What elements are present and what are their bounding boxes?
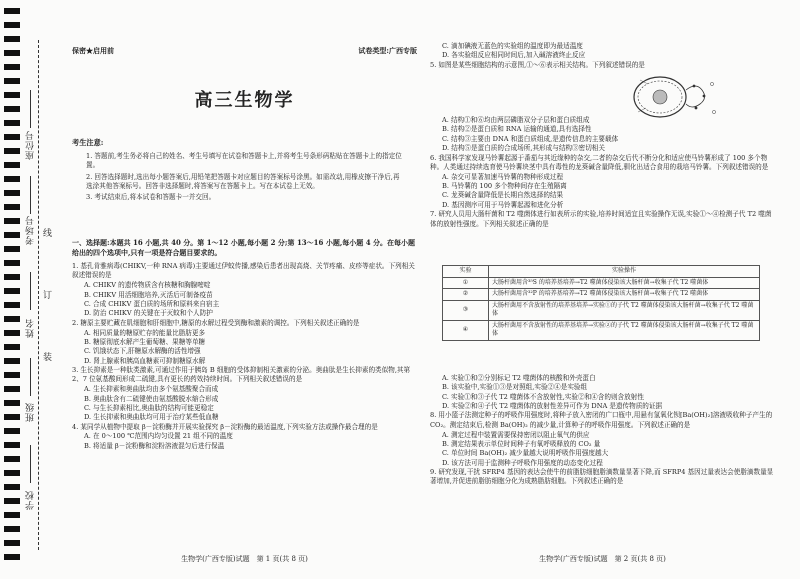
- table-cell-id: ②: [443, 289, 489, 301]
- nucleolus: [653, 90, 667, 104]
- binding-label-room: 考场号: [26, 215, 36, 245]
- binding-stripe: [4, 176, 20, 182]
- table-row: [443, 277, 760, 289]
- table-cell-text: 大肠杆菌用含³²P 的培养基培养→T2 噬菌体侵染该大肠杆菌→收集子代 T2 噬菌体: [489, 289, 760, 301]
- binding-stripe: [4, 246, 20, 252]
- question-option: A. 相同质量的糖原贮存的能量比脂肪更多: [84, 328, 206, 337]
- binding-stripe: [4, 372, 20, 378]
- question-option: B. 糖原彻底水解产生葡萄糖、果糖等单糖: [84, 337, 206, 346]
- label-circle: [710, 82, 713, 85]
- binding-stripe: [4, 120, 20, 126]
- page-footer-2: 生物学(广西专版)试题 第 2 页(共 8 页): [539, 555, 666, 563]
- experiment-table: [442, 265, 760, 341]
- binding-stripe: [4, 36, 20, 42]
- binding-label-seat: 座位号: [26, 130, 36, 160]
- question-list-right: [430, 42, 775, 229]
- page-header: [72, 46, 417, 56]
- binding-label-name: 姓名: [26, 318, 36, 338]
- binding-stripe: [4, 442, 20, 448]
- question-option: C. 单位时间 Ba(OH)₂ 减少量越大说明呼吸作用强度越大: [442, 449, 609, 458]
- question-option: A. 结构①和⑥均由两层磷脂双分子层和蛋白质组成: [442, 116, 590, 125]
- cut-line: [38, 40, 39, 550]
- binding-blank: [30, 358, 31, 396]
- binding-label-school: 学校: [26, 490, 36, 510]
- question-option: B. 测定结果表示单位时间种子有氧呼吸释放的 CO₂ 量: [442, 440, 601, 449]
- binding-mark-staple: 订: [41, 290, 51, 299]
- question-stem: 9. 研究发现,干扰 SFRP4 基因的表达会使牛的前脂肪细胞脂滴数量显著下降,而 SFRP4 基因过量表达会使脂滴数量显著增加,并促进前脂肪细胞分化为成熟脂肪细胞。下列叙述正确的是: [430, 468, 774, 486]
- table-cell-id: ④: [443, 320, 489, 340]
- binding-stripe: [4, 50, 20, 56]
- question-stem: 1. 基孔肯雅病毒(CHIKV,一种 RNA 病毒)主要通过伊蚊传播,感染后患者出现高烧、关节疼痛、皮疹等症状。下列相关叙述错误的是: [72, 262, 415, 280]
- notice-item: 1. 答题前,考生务必将自己的姓名、考生号填写在试卷和答题卡上,并将考生号条形码粘贴在答题卡上的指定位置。: [86, 152, 402, 170]
- binding-stripe: [4, 92, 20, 98]
- binding-stripe: [4, 512, 20, 518]
- question-stem: 5. 如图是某些细胞结构的示意图,①～⑥表示相关结构。下列叙述错误的是: [430, 60, 645, 69]
- question-option: C. 与生长抑素相比,奥曲肽的结构可能更稳定: [84, 403, 214, 412]
- binding-stripe: [4, 470, 20, 476]
- ribosome: [703, 95, 706, 98]
- ribosome: [693, 85, 696, 88]
- binding-stripe: [4, 400, 20, 406]
- notice-item: 3. 考试结束后,将本试卷和答题卡一并交回。: [86, 193, 216, 202]
- table-cell-id: ③: [443, 300, 489, 320]
- version-label: 试卷类型:广西专版: [358, 46, 417, 55]
- section-title: 一、选择题:本题共 16 小题,共 40 分。第 1～12 小题,每小题 2 分;第 13～16 小题,每小题 4 分。在每小题给出的四个选项中,只有一项是符合题目要求的。: [72, 238, 416, 257]
- question-option: D. 各实验组反应相同时间后,加入碱溶液终止反应: [442, 51, 586, 60]
- binding-stripe: [4, 22, 20, 28]
- exam-title: 高三生物学: [194, 90, 295, 111]
- question-option: B. 该实验中,实验①③是对照组,实验②④是实验组: [442, 383, 588, 392]
- question-option: B. 将适量 β－淀粉酶和淀粉溶液混匀后进行保温: [84, 441, 225, 450]
- binding-stripe: [4, 64, 20, 70]
- table-wrap: [430, 265, 775, 341]
- table-row: [443, 320, 760, 340]
- binding-mark-line: 线: [41, 228, 51, 237]
- binding-stripe: [4, 330, 20, 336]
- binding-stripe: [4, 344, 20, 350]
- binding-stripe: [4, 260, 20, 266]
- binding-blank: [30, 445, 31, 483]
- question-option: D. 生长抑素和奥曲肽均可用于治疗某些低血糖: [84, 413, 219, 422]
- question-option: A. 实验①和②分别标记 T2 噬菌体的核酸和外壳蛋白: [442, 374, 596, 382]
- table-header-op: 实验操作: [489, 266, 760, 278]
- table-row: [443, 300, 760, 320]
- question-option: A. 在 0～100 ℃范围内均匀设置 21 组不同的温度: [84, 432, 233, 441]
- question-list-right-2: [430, 374, 775, 487]
- binding-stripe: [4, 190, 20, 196]
- binding-stripe: [4, 78, 20, 84]
- question-option: B. 马铃薯的 100 多个物种间存在生殖隔离: [442, 182, 567, 191]
- notice-item: 2. 回答选择题时,选出每小题答案后,用铅笔把答题卡对应题目的答案标号涂黑。如需改动,用橡皮擦干净后,再选涂其他答案标号。回答非选择题时,将答案写在答题卡上。写在本试卷上无效。: [86, 172, 400, 191]
- binding-stripe: [4, 302, 20, 308]
- question-option: B. CHIKV 用活细胞培养,灭活后可制备疫苗: [84, 290, 213, 299]
- binding-stripe: [4, 148, 20, 154]
- binding-stripe: [4, 316, 20, 322]
- table-row: [443, 289, 760, 301]
- question-list-left: [72, 262, 417, 451]
- binding-blank: [30, 90, 31, 128]
- table-cell-text: 大肠杆菌用含³⁵S 的培养基培养→T2 噬菌体侵染该大肠杆菌→收集子代 T2 噬菌体: [489, 277, 760, 289]
- binding-label-class: 班级: [26, 402, 36, 422]
- question-option: A. 生长抑素和奥曲肽均由多个氨基酸聚合而成: [84, 385, 219, 394]
- binding-stripe: [4, 288, 20, 294]
- question-option: A. 测定过程中装置需要保持密闭以阻止氧气的供应: [442, 430, 590, 439]
- question-stem: 7. 研究人员用大肠杆菌和 T2 噬菌体进行如表所示的实验,培养时间适宜且实验操作无误,实验①～④检测子代 T2 噬菌体的放射性强度。下列相关叙述正确的是: [430, 210, 772, 228]
- binding-stripe: [4, 540, 20, 546]
- binding-stripe: [4, 162, 20, 168]
- binding-stripe: [4, 386, 20, 392]
- question-option: C. 实验①和③子代 T2 噬菌体不含放射性,实验②和④含的则含放射性: [442, 392, 644, 401]
- notice-list: [86, 152, 406, 205]
- question-option: C. 结构③主要由 DNA 和蛋白质组成,是遗传信息的主要载体: [442, 134, 619, 143]
- binding-stripe: [4, 232, 20, 238]
- binding-stripe: [4, 498, 20, 504]
- binding-blank: [30, 272, 31, 310]
- question-stem: 6. 我国科学家发现马铃薯起源于番茄与其近缘种的杂交,二者的杂交后代不断分化和适应使马铃薯形成了 100 多个物种。人类通过持续选育使马铃薯块茎中具有毒性的龙葵碱含量降低,驯化出适合食用的栽培马铃薯。下列叙述错误的是: [430, 153, 769, 171]
- binding-mark-bind: 装: [41, 352, 51, 361]
- binding-stripe: [4, 526, 20, 532]
- table-cell-id: ①: [443, 277, 489, 289]
- question-option: B. 结构②是蛋白质和 RNA 运输的通道,具有选择性: [442, 125, 592, 134]
- question-option: C. 滴加碘液无蓝色的实验组的温度即为最适温度: [442, 42, 583, 50]
- ribosome: [695, 107, 698, 110]
- notice-title: 考生注意:: [72, 138, 104, 147]
- binding-stripe: [4, 8, 20, 14]
- question-stem: 3. 生长抑素是一种肽类激素,可通过作用于胰岛 B 细胞的受体抑制相关激素的分泌。奥曲肽是生长抑素的类似物,其第 2、7 位氨基酸间形成二硫键,具有更长的药效持续时间。下列相关叙述错误的是: [72, 365, 411, 384]
- binding-stripe: [4, 106, 20, 112]
- question-option: A. 杂交可显著加速马铃薯的物种形成过程: [442, 172, 564, 181]
- question-stem: 8. 用小篮子法测定种子的呼吸作用强度时,将种子放入密闭的广口瓶中,用悬有氢氧化钡[Ba(OH)₂]溶液吸收种子产生的 CO₂。测定结束后,检测 Ba(OH)₂ 的减少量,计算种子的呼吸作用强度。下列叙述正确的是: [430, 411, 773, 429]
- question-option: B. 奥曲肽含有二硫键使由氨基酸脱水缩合形成: [84, 394, 219, 403]
- table-header-exp: 实验: [443, 266, 489, 278]
- page-footer-1: 生物学(广西专版)试题 第 1 页(共 8 页): [181, 555, 308, 563]
- binding-blank: [30, 176, 31, 214]
- cell-structure-figure: [630, 72, 722, 122]
- binding-strip: [0, 0, 58, 579]
- label-circle: [712, 110, 715, 113]
- question-option: C. 合成 CHIKV 蛋白质的场所和原料来自宿主: [84, 299, 220, 308]
- binding-stripe: [4, 274, 20, 280]
- binding-stripe: [4, 134, 20, 140]
- question-option: D. 结构⑤是蛋白质的合成场所,其形成与结构③密切相关: [442, 144, 605, 153]
- binding-stripe: [4, 414, 20, 420]
- question-option: D. 基因测序可用于马铃薯起源和进化分析: [442, 200, 564, 209]
- question-option: C. 饥饿状态下,肝糖原水解酶的活性增强: [84, 347, 201, 356]
- question-option: D. 该方法可用于监测种子呼吸作用强度的动态变化过程: [442, 458, 603, 467]
- table-cell-text: 大肠杆菌用不含放射性的培养基培养→实验②的子代 T2 噬菌体侵染该大肠杆菌→收集子代 T2 噬菌体: [489, 320, 760, 340]
- binding-stripe: [4, 204, 20, 210]
- question-option: D. 实验②和④子代 T2 噬菌体的放射性差异可作为 DNA 是遗传物质的证据: [442, 402, 663, 411]
- er-structure: [686, 86, 705, 107]
- question-stem: 2. 糖原主要贮藏在肌细胞和肝细胞中,糖原的水解过程受到酶和激素的调控。下列相关叙述正确的是: [72, 318, 360, 327]
- binding-stripe: [4, 554, 20, 560]
- table-cell-text: 大肠杆菌用不含放射性的培养基培养→实验①的子代 T2 噬菌体侵染该大肠杆菌→收集子代 T2 噬菌体: [489, 300, 760, 320]
- question-option: D. 肾上腺素和胰高血糖素可抑制糖原水解: [84, 356, 206, 365]
- question-stem: 4. 某同学从植物中提取 β－淀粉酶并开展实验探究 β－淀粉酶的最适温度,下列实验方法或操作最合理的是: [72, 422, 378, 431]
- binding-stripe: [4, 218, 20, 224]
- question-option: A. CHIKV 的遗传物质含有核糖和胸腺嘧啶: [84, 281, 211, 290]
- binding-stripe: [4, 358, 20, 364]
- question-option: C. 龙葵碱含量降低是长期自然选择的结果: [442, 191, 564, 200]
- binding-stripe: [4, 456, 20, 462]
- binding-stripe: [4, 428, 20, 434]
- binding-stripe: [4, 484, 20, 490]
- question-option: D. 防治 CHIKV 的关键在于灭蚊和个人防护: [84, 309, 213, 318]
- secret-label: 保密★启用前: [72, 46, 114, 55]
